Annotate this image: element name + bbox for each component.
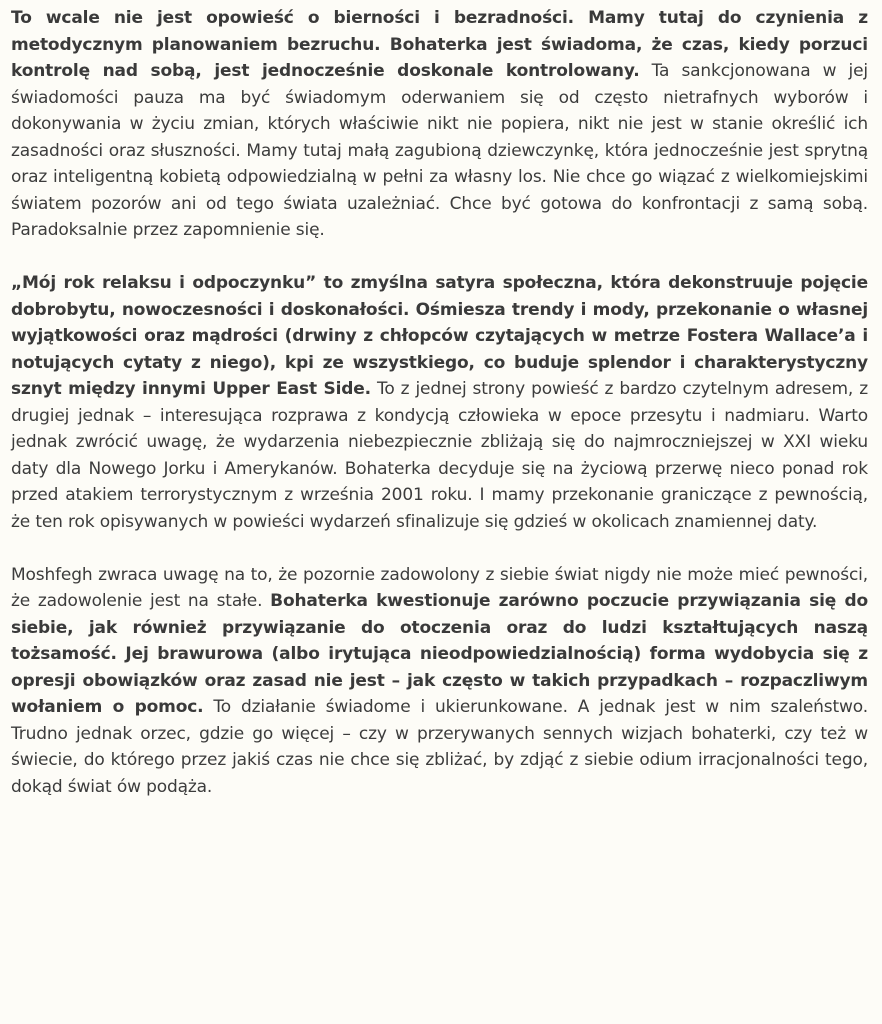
paragraph-2-bold-segment: „Mój rok relaksu i odpoczynku” to zmyślna satyra społeczna, która dekonstruuje pojęcie dobrobytu, nowoczesności i doskonałości. Ośmiesza trendy i mody, przekonanie o własnej wyjątkowości oraz mądrości (drwiny z chłopców czytających w metrze Fostera Wallace’a i notujących cytaty z niego), kpi ze wszystkiego, co buduje splendor i charakterystyczny sznyt między innymi Upper East Side.	[11, 273, 868, 399]
paragraph-1-text-segment: Ta sankcjonowana w jej świadomości pauza ma być świadomym oderwaniem się od często nietrafnych wyborów i dokonywania w życiu zmian, których właściwie nikt nie popiera, nikt nie jest w stanie określić ich zasadności oraz słuszności. Mamy tutaj małą zagubioną dziewczynkę, która jednocześnie jest sprytną oraz inteligentną kobietą odpowiedzialną w pełni za własny los. Nie chce go wiązać z wielkomiejskimi światem pozorów ani od tego świata uzależniać. Chce być gotowa do konfrontacji z samą sobą. Paradoksalnie przez zapomnienie się.	[11, 61, 868, 240]
paragraph-3-text-segment: Moshfegh zwraca uwagę na to, że pozornie zadowolony z siebie świat nigdy nie może mieć pewności, że zadowolenie jest na stałe.	[11, 564, 868, 611]
paragraph-1-bold-segment: To wcale nie jest opowieść o bierności i bezradności. Mamy tutaj do czynienia z metodycznym planowaniem bezruchu. Bohaterka jest świadoma, że czas, kiedy porzuci kontrolę nad sobą, jest jednocześnie doskonale kontrolowany.	[11, 8, 868, 81]
paragraph-3	[11, 562, 868, 801]
paragraph-2	[11, 270, 868, 535]
paragraph-3-text-segment-end: To działanie świadome i ukierunkowane. A jednak jest w nim szaleństwo. Trudno jednak orzec, gdzie go więcej – czy w przerywanych sennych wizjach bohaterki, czy też w świecie, do którego przez jakiś czas nie chce się zbliżać, by zdjąć z siebie odium irracjonalności tego, dokąd świat ów podąża.	[11, 697, 868, 797]
paragraph-1	[11, 5, 868, 244]
paragraph-2-text-segment: To z jednej strony powieść z bardzo czytelnym adresem, z drugiej jednak – interesująca rozprawa z kondycją człowieka w epoce przesytu i nadmiaru. Warto jednak zwrócić uwagę, że wydarzenia niebezpiecznie zbliżają się do najmroczniejszej w XXI wieku daty dla Nowego Jorku i Amerykanów. Bohaterka decyduje się na życiową przerwę nieco ponad rok przed atakiem terrorystycznym z września 2001 roku. I mamy przekonanie graniczące z pewnością, że ten rok opisywanych w powieści wydarzeń sfinalizuje się gdzieś w okolicach znamiennej daty.	[11, 379, 868, 532]
paragraph-3-bold-segment: Bohaterka kwestionuje zarówno poczucie przywiązania się do siebie, jak również przywiązanie do otoczenia oraz do ludzi kształtujących naszą tożsamość. Jej brawurowa (albo irytująca nieodpowiedzialnością) forma wydobycia się z opresji obowiązków oraz zasad nie jest – jak często w takich przypadkach – rozpaczliwym wołaniem o pomoc.	[11, 591, 868, 717]
